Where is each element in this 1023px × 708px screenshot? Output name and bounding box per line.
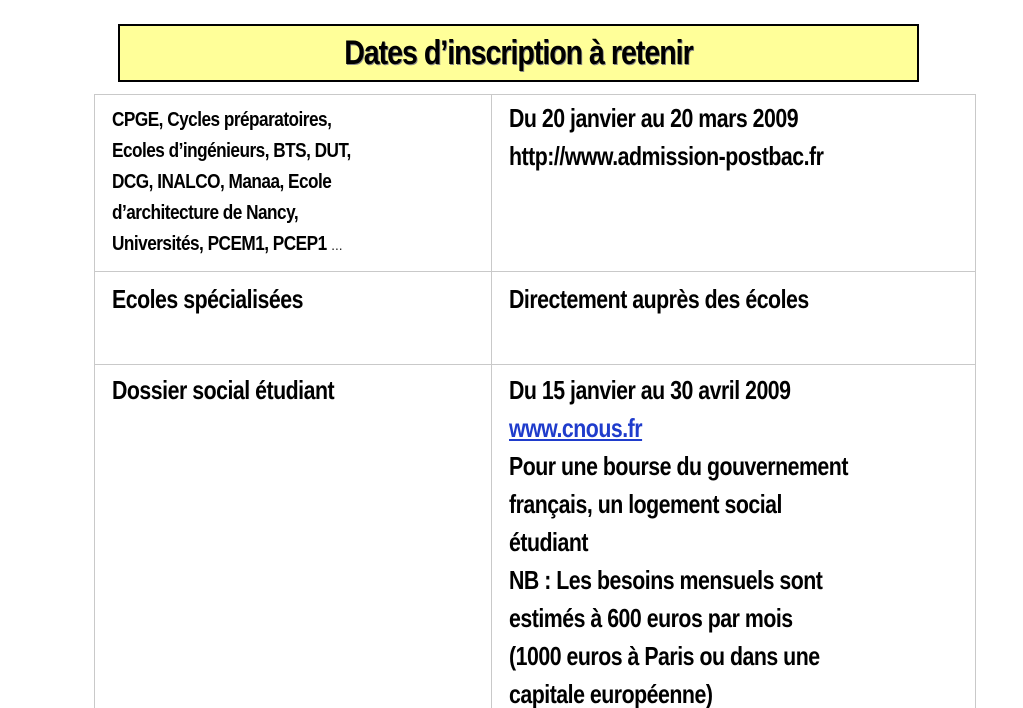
- cell-line-with-ellipsis: [112, 229, 424, 261]
- cell-line: CPGE, Cycles préparatoires,: [112, 109, 332, 131]
- table-row: [95, 95, 976, 272]
- cell-line: capitale européenne): [509, 679, 713, 708]
- cell-line: DCG, INALCO, Manaa, Ecole: [112, 171, 332, 193]
- cell-line: d’architecture de Nancy,: [112, 202, 299, 224]
- cell-line: Dossier social étudiant: [112, 375, 335, 405]
- title-box: [118, 24, 919, 82]
- slide-title: Dates d’inscription à retenir: [344, 33, 693, 72]
- cell-line: Universités, PCEM1, PCEP1: [112, 233, 327, 255]
- cell-line: français, un logement social: [509, 489, 782, 519]
- table-cell-postbac-dates: [492, 95, 976, 272]
- table-row: [95, 365, 976, 708]
- table-cell-cnous-info: [492, 365, 976, 708]
- table-cell-social-file: [95, 365, 492, 708]
- cell-line: Du 20 janvier au 20 mars 2009: [509, 103, 799, 133]
- cell-line: estimés à 600 euros par mois: [509, 603, 793, 633]
- cell-line: NB : Les besoins mensuels sont: [509, 565, 823, 595]
- cnous-link-line: [509, 409, 878, 447]
- cell-line: Ecoles spécialisées: [112, 284, 303, 314]
- cell-line: Du 15 janvier au 30 avril 2009: [509, 375, 791, 405]
- ellipsis-text: …: [330, 237, 343, 253]
- cell-line: Pour une bourse du gouvernement: [509, 451, 848, 481]
- cell-line: Directement auprès des écoles: [509, 284, 809, 314]
- table-cell-specialized-schools: [95, 272, 492, 365]
- table-row: [95, 272, 976, 365]
- cell-line: étudiant: [509, 527, 588, 557]
- table-cell-programs: [95, 95, 492, 272]
- table-cell-direct-apply: [492, 272, 976, 365]
- dates-table: [94, 94, 976, 708]
- cell-line: Ecoles d’ingénieurs, BTS, DUT,: [112, 140, 351, 162]
- cnous-link[interactable]: www.cnous.fr: [509, 413, 643, 443]
- cell-line: (1000 euros à Paris ou dans une: [509, 641, 820, 671]
- cell-line: http://www.admission-postbac.fr: [509, 141, 824, 171]
